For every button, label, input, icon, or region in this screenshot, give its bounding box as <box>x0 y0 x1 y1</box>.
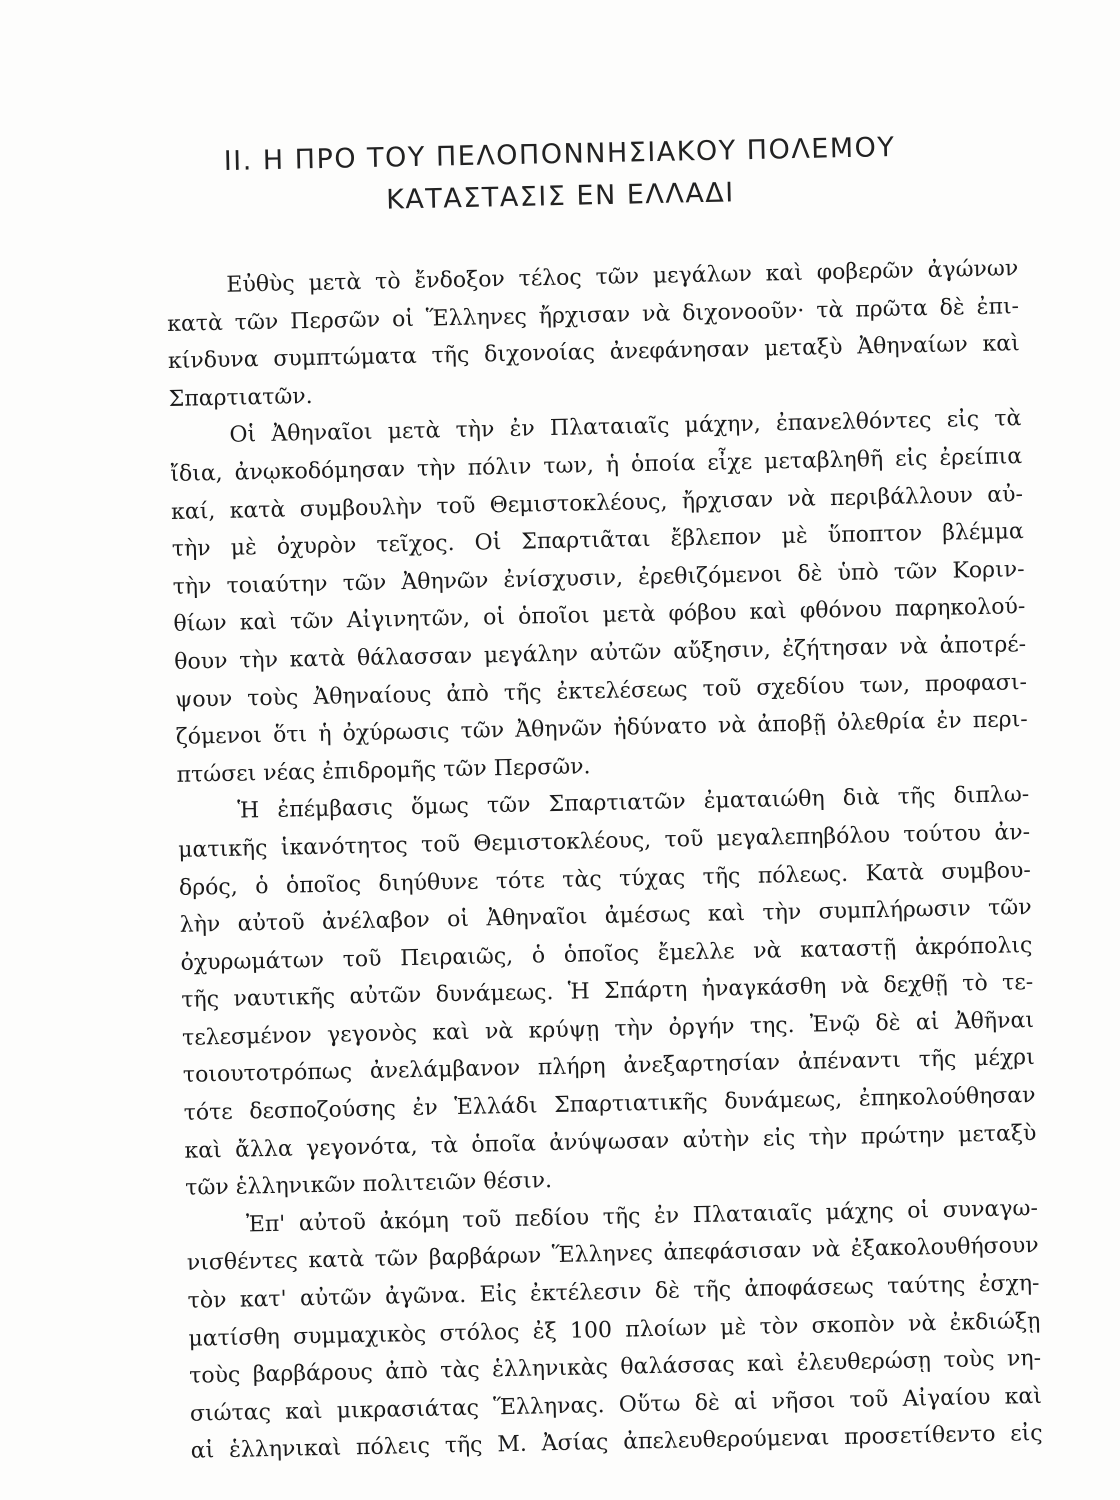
text-line: ματικῆς ἱκανότητος τοῦ Θεμιστοκλέους, τοῦ μεγαλεπηβόλου τούτου ἀν- <box>177 819 1031 863</box>
text-line: καὶ ἄλλα γεγονότα, τὰ ὁποῖα ἀνύψωσαν αὐτὴν εἰς τὴν πρώτην μεταξὺ <box>184 1120 1037 1164</box>
text-line: τότε δεσποζούσης ἐν Ἑλλάδι Σπαρτιατικῆς δυνάμεως, ἐπηκολούθησαν <box>183 1083 1036 1126</box>
chapter-heading <box>149 125 971 226</box>
text-line: δρός, ὁ ὁποῖος διηύθυνε τότε τὰς τύχας τῆς πόλεως. Κατὰ συμβου- <box>178 857 1032 901</box>
text-line: ὀχυρωμάτων τοῦ Πειραιῶς, ὁ ὁποῖος ἔμελλε νὰ καταστῇ ἀκρόπολις <box>180 932 1033 976</box>
text-line: αἱ ἑλληνικαὶ πόλεις τῆς Μ. Ἀσίας ἀπελευθερούμεναι προσετίθεντο εἰς <box>190 1421 1043 1465</box>
text-line: σιώτας καὶ μικρασιάτας Ἕλληνας. Οὕτω δὲ αἱ νῆσοι τοῦ Αἰγαίου καὶ <box>189 1383 1043 1427</box>
text-line: τὴν μὲ ὀχυρὸν τεῖχος. Οἱ Σπαρτιᾶται ἔβλεπον μὲ ὕποπτον βλέμμα <box>171 519 1024 563</box>
text-line: κίνδυνα συμπτώματα τῆς διχονοίας ἀνεφάνησαν μεταξὺ Ἀθηναίων καὶ <box>167 331 1021 375</box>
text-line: Οἱ Ἀθηναῖοι μετὰ τὴν ἐν Πλαταιαῖς μάχην, ἐπανελθόντες εἰς τὰ <box>229 406 1022 449</box>
text-line: τῆς ναυτικῆς αὐτῶν δυνάμεως. Ἡ Σπάρτη ἠναγκάσθη νὰ δεχθῇ τὸ τε- <box>181 970 1034 1014</box>
heading-line-1: II. Η ΠΡΟ ΤΟΥ ΠΕΛΟΠΟΝΝΗΣΙΑΚΟΥ ΠΟΛΕΜΟΥ <box>223 131 896 178</box>
text-line: Σπαρτιατῶν. <box>168 383 313 412</box>
text-line: τὴν τοιαύτην τῶν Ἀθηνῶν ἐνίσχυσιν, ἐρεθιζόμενοι δὲ ὑπὸ τῶν Κοριν- <box>172 556 1025 600</box>
text-line: τῶν ἑλληνικῶν πολιτειῶν θέσιν. <box>185 1168 553 1202</box>
text-line: Ἐπ' αὐτοῦ ἀκόμη τοῦ πεδίου τῆς ἐν Πλαταιαῖς μάχης οἱ συναγω- <box>245 1195 1039 1238</box>
text-line: ματίσθη συμμαχικὸς στόλος ἐξ 100 πλοίων μὲ τὸν σκοπὸν νὰ ἐκδιώξῃ <box>188 1308 1041 1352</box>
text-line: πτώσει νέας ἐπιδρομῆς τῶν Περσῶν. <box>176 753 591 788</box>
text-line: νισθέντες κατὰ τῶν βαρβάρων Ἕλληνες ἀπεφάσισαν νὰ ἐξακολουθήσουν <box>186 1233 1039 1277</box>
text-line: θουν τὴν κατὰ θάλασσαν μεγάλην αὐτῶν αὔξησιν, ἐζήτησαν νὰ ἀποτρέ- <box>173 632 1027 675</box>
text-line: ζόμενοι ὅτι ἡ ὀχύρωσις τῶν Ἀθηνῶν ἠδύνατο νὰ ἀποβῇ ὀλεθρία ἐν περι- <box>175 707 1028 751</box>
text-line: Εὐθὺς μετὰ τὸ ἔνδοξον τέλος τῶν μεγάλων καὶ φοβερῶν ἀγώνων <box>226 256 1019 298</box>
text-line: τὸν κατ' αὐτῶν ἀγῶνα. Εἰς ἐκτέλεσιν δὲ τῆς ἀποφάσεως ταύτης ἐσχη- <box>187 1270 1040 1314</box>
text-line: λὴν αὐτοῦ ἀνέλαβον οἱ Ἀθηναῖοι ἀμέσως καὶ τὴν συμπλήρωσιν τῶν <box>179 895 1032 938</box>
heading-line-2: ΚΑΤΑΣΤΑΣΙΣ ΕΝ ΕΛΛΑΔΙ <box>385 177 735 216</box>
text-line: ἴδια, ἀνῳκοδόμησαν τὴν πόλιν των, ἡ ὁποία εἶχε μεταβληθῆ εἰς ἐρείπια <box>170 444 1023 487</box>
text-line: ψουν τοὺς Ἀθηναίους ἀπὸ τῆς ἐκτελέσεως τοῦ σχεδίου των, προφασι- <box>174 669 1028 713</box>
body-text <box>166 250 1043 1471</box>
text-line: κατὰ τῶν Περσῶν οἱ Ἕλληνες ἤρχισαν νὰ διχονοοῦν· τὰ πρῶτα δὲ ἐπι- <box>166 293 1020 337</box>
text-line: Ἡ ἐπέμβασις ὅμως τῶν Σπαρτιατῶν ἐματαιώθη διὰ τῆς διπλω- <box>237 782 1030 824</box>
text-line: τελεσμένον γεγονὸς καὶ νὰ κρύψῃ τὴν ὀργήν της. Ἐνῷ δὲ αἱ Ἀθῆναι <box>181 1007 1035 1051</box>
text-line: θίων καὶ τῶν Αἰγινητῶν, οἱ ὁποῖοι μετὰ φόβου καὶ φθόνου παρηκολού- <box>173 594 1026 638</box>
text-line: καί, κατὰ συμβουλὴν τοῦ Θεμιστοκλέους, ἤρχισαν νὰ περιβάλλουν αὐ- <box>170 481 1024 525</box>
text-line: τοιουτοτρόπως ἀνελάμβανον πλήρη ἀνεξαρτησίαν ἀπέναντι τῆς μέχρι <box>182 1045 1035 1089</box>
text-line: τοὺς βαρβάρους ἀπὸ τὰς ἑλληνικὰς θαλάσσας καὶ ἐλευθερώσῃ τοὺς νη- <box>188 1346 1042 1389</box>
